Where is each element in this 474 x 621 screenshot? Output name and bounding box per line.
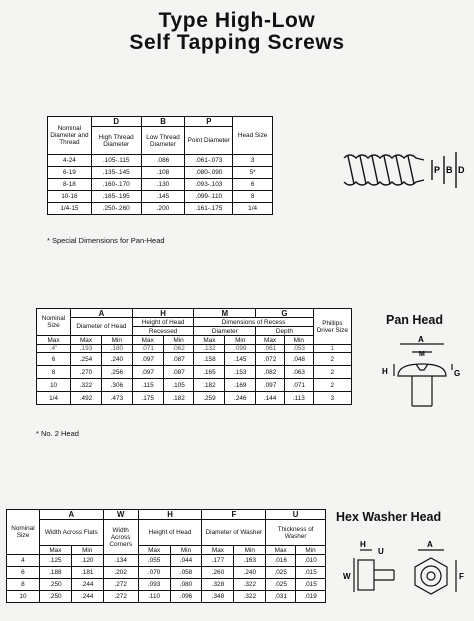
cell: 4-24 bbox=[48, 155, 92, 167]
cell: .259 bbox=[194, 392, 225, 405]
cell: .328 bbox=[202, 579, 234, 591]
cell: 2 bbox=[313, 366, 351, 379]
cell: .130 bbox=[141, 179, 185, 191]
thread-diagram bbox=[340, 138, 470, 198]
cell: 10-16 bbox=[48, 191, 92, 203]
cell: .010 bbox=[296, 555, 326, 567]
cell: .272 bbox=[103, 591, 138, 603]
cell: .473 bbox=[101, 392, 132, 405]
col-max: Max bbox=[39, 546, 71, 555]
cell: .115 bbox=[132, 379, 163, 392]
table-row bbox=[37, 353, 352, 366]
col-p-letter: P bbox=[185, 117, 233, 127]
cell: .348 bbox=[202, 591, 234, 603]
table-row bbox=[37, 392, 352, 405]
cell: .080 bbox=[170, 579, 202, 591]
cell: .053 bbox=[284, 345, 313, 353]
cell: .058 bbox=[170, 567, 202, 579]
cell: .246 bbox=[225, 392, 256, 405]
hex-h-label: H bbox=[360, 540, 366, 549]
thread-b-label: B bbox=[446, 165, 453, 175]
cell: 2 bbox=[313, 379, 351, 392]
col-a-letter: A bbox=[71, 309, 133, 318]
pan-head-footnote: * No. 2 Head bbox=[36, 429, 79, 438]
cell: 5* bbox=[233, 167, 273, 179]
table1-footnote: * Special Dimensions for Pan-Head bbox=[47, 236, 165, 245]
cell: .099 bbox=[225, 345, 256, 353]
cell: .322 bbox=[71, 379, 102, 392]
col-min: Min bbox=[234, 546, 266, 555]
cell: .025 bbox=[266, 567, 296, 579]
cell: .087 bbox=[163, 353, 194, 366]
col-thickness-of-washer: Thickness of Washer bbox=[266, 520, 326, 546]
col-min: Min bbox=[163, 336, 194, 345]
cell: .153 bbox=[225, 366, 256, 379]
col-min: Min bbox=[170, 546, 202, 555]
page-title-line1: Type High-Low bbox=[158, 9, 316, 32]
hex-u-label: U bbox=[378, 547, 384, 556]
cell: 1/4 bbox=[37, 392, 71, 405]
cell: .260 bbox=[202, 567, 234, 579]
cell: .061-.073 bbox=[185, 155, 233, 167]
cell: .086 bbox=[141, 155, 185, 167]
thread-dimensions-table bbox=[47, 116, 273, 215]
cell: .071 bbox=[284, 379, 313, 392]
pan-head-diagram bbox=[374, 334, 470, 414]
col-max: Max bbox=[132, 336, 163, 345]
cell: .108 bbox=[141, 167, 185, 179]
cell: .019 bbox=[296, 591, 326, 603]
col-recess-diameter: Diameter bbox=[194, 327, 256, 336]
col-a-letter: A bbox=[39, 510, 103, 520]
col-height-of-head: Height of Head bbox=[138, 520, 202, 546]
cell: .082 bbox=[256, 366, 285, 379]
col-max: Max bbox=[256, 336, 285, 345]
col-max: Max bbox=[138, 546, 170, 555]
cell: .080-.090 bbox=[185, 167, 233, 179]
cell: .125 bbox=[39, 555, 71, 567]
cell: .097 bbox=[256, 379, 285, 392]
col-high-thread-diameter: High Thread Diameter bbox=[91, 127, 141, 155]
col-phillips-driver-size: Phillips Driver Size bbox=[313, 309, 351, 345]
cell: 6-19 bbox=[48, 167, 92, 179]
cell: .322 bbox=[234, 591, 266, 603]
cell: .250-.260 bbox=[91, 203, 141, 215]
cell: .110 bbox=[138, 591, 170, 603]
cell: .063 bbox=[284, 366, 313, 379]
cell: .145 bbox=[225, 353, 256, 366]
col-max: Max bbox=[194, 336, 225, 345]
table-row bbox=[37, 366, 352, 379]
cell: .175 bbox=[132, 392, 163, 405]
cell: .015 bbox=[296, 567, 326, 579]
col-min: Min bbox=[225, 336, 256, 345]
cell: .492 bbox=[71, 392, 102, 405]
col-width-across-corners: Width Across Corners bbox=[103, 520, 138, 555]
cell: .120 bbox=[71, 555, 103, 567]
cell: 2 bbox=[313, 353, 351, 366]
cell: .087 bbox=[163, 366, 194, 379]
col-w-letter: W bbox=[103, 510, 138, 520]
cell: .016 bbox=[266, 555, 296, 567]
cell: .097 bbox=[132, 366, 163, 379]
cell: .132 bbox=[194, 345, 225, 353]
pan-head-label: Pan Head bbox=[386, 313, 443, 327]
page-title-line2: Self Tapping Screws bbox=[129, 31, 345, 54]
cell: .144 bbox=[256, 392, 285, 405]
pan-a-label: A bbox=[418, 335, 424, 344]
col-b-letter: B bbox=[141, 117, 185, 127]
cell: .322 bbox=[234, 579, 266, 591]
cell: 3 bbox=[313, 392, 351, 405]
hex-f-label: F bbox=[459, 572, 464, 581]
cell: .097 bbox=[132, 353, 163, 366]
col-max: Max bbox=[37, 336, 71, 345]
col-diameter-of-washer: Diameter of Washer bbox=[202, 520, 266, 546]
cell: 1 bbox=[313, 345, 351, 353]
cell: .182 bbox=[194, 379, 225, 392]
table-row bbox=[48, 203, 273, 215]
cell: .169 bbox=[225, 379, 256, 392]
col-min: Min bbox=[284, 336, 313, 345]
cell: .181 bbox=[71, 567, 103, 579]
col-h-letter: H bbox=[138, 510, 202, 520]
cell: .180 bbox=[101, 345, 132, 353]
col-max: Max bbox=[71, 336, 102, 345]
cell: 8 bbox=[233, 191, 273, 203]
cell: .025 bbox=[266, 579, 296, 591]
pan-g-label: G bbox=[454, 369, 461, 378]
cell: 8 bbox=[37, 366, 71, 379]
table-row bbox=[7, 555, 326, 567]
hex-w-label: W bbox=[343, 572, 351, 581]
hex-washer-head-table bbox=[6, 509, 326, 603]
col-nominal-diameter: Nominal Diameter and Thread bbox=[48, 117, 92, 155]
cell: .200 bbox=[141, 203, 185, 215]
cell: .4" bbox=[37, 345, 71, 353]
col-min: Min bbox=[101, 336, 132, 345]
cell: .015 bbox=[296, 579, 326, 591]
cell: .105-.115 bbox=[91, 155, 141, 167]
cell: 6 bbox=[233, 179, 273, 191]
col-point-diameter: Point Diameter bbox=[185, 127, 233, 155]
cell: .163 bbox=[234, 555, 266, 567]
col-recessed: Recessed bbox=[132, 327, 194, 336]
col-f-letter: F bbox=[202, 510, 266, 520]
cell: .072 bbox=[256, 353, 285, 366]
col-nominal-size: Nominal Size bbox=[37, 309, 71, 336]
thread-p-label: P bbox=[434, 165, 441, 175]
pan-m-label: M bbox=[419, 351, 425, 358]
cell: .158 bbox=[194, 353, 225, 366]
cell: .061 bbox=[256, 345, 285, 353]
table-row bbox=[7, 579, 326, 591]
cell: .165 bbox=[194, 366, 225, 379]
cell: 10 bbox=[7, 591, 40, 603]
cell: .240 bbox=[234, 567, 266, 579]
pan-head-table bbox=[36, 308, 352, 405]
cell: .254 bbox=[71, 353, 102, 366]
col-head-size: Head Size bbox=[233, 117, 273, 155]
cell: .250 bbox=[39, 579, 71, 591]
table-row bbox=[7, 591, 326, 603]
table-row bbox=[48, 179, 273, 191]
col-nominal-size: Nominal Size bbox=[7, 510, 40, 555]
cell: 8 bbox=[7, 579, 40, 591]
cell: .160-.170 bbox=[91, 179, 141, 191]
cell: .256 bbox=[101, 366, 132, 379]
cell: .048 bbox=[284, 353, 313, 366]
cell: .055 bbox=[138, 555, 170, 567]
col-h-letter: H bbox=[132, 309, 194, 318]
cell: .193 bbox=[71, 345, 102, 353]
cell: .270 bbox=[71, 366, 102, 379]
cell: .093-.103 bbox=[185, 179, 233, 191]
table-row bbox=[37, 345, 352, 353]
table-row bbox=[48, 191, 273, 203]
cell: 3 bbox=[233, 155, 273, 167]
cell: .161-.175 bbox=[185, 203, 233, 215]
cell: .105 bbox=[163, 379, 194, 392]
cell: .177 bbox=[202, 555, 234, 567]
cell: .031 bbox=[266, 591, 296, 603]
col-max: Max bbox=[202, 546, 234, 555]
cell: .240 bbox=[101, 353, 132, 366]
cell: .093 bbox=[138, 579, 170, 591]
table-row bbox=[48, 155, 273, 167]
hex-a-label: A bbox=[427, 540, 433, 549]
col-u-letter: U bbox=[266, 510, 326, 520]
col-m-letter: M bbox=[194, 309, 256, 318]
table-row bbox=[48, 167, 273, 179]
cell: .250 bbox=[39, 591, 71, 603]
hex-washer-head-diagram bbox=[340, 538, 470, 618]
cell: 4 bbox=[7, 555, 40, 567]
cell: 8-18 bbox=[48, 179, 92, 191]
col-min: Min bbox=[296, 546, 326, 555]
pan-h-label: H bbox=[382, 367, 388, 376]
col-recess-depth: Depth bbox=[256, 327, 313, 336]
cell: 6 bbox=[7, 567, 40, 579]
table-row bbox=[37, 379, 352, 392]
col-min: Min bbox=[71, 546, 103, 555]
cell: .202 bbox=[103, 567, 138, 579]
cell: .134 bbox=[103, 555, 138, 567]
col-g-letter: G bbox=[256, 309, 313, 318]
cell: 1/4-15 bbox=[48, 203, 92, 215]
col-height-of-head: Height of Head bbox=[132, 318, 194, 327]
col-width-across-flats: Width Across Flats bbox=[39, 520, 103, 546]
cell: .306 bbox=[101, 379, 132, 392]
table-row bbox=[7, 567, 326, 579]
cell: 1/4 bbox=[233, 203, 273, 215]
cell: .244 bbox=[71, 579, 103, 591]
cell: .185-.195 bbox=[91, 191, 141, 203]
col-low-thread-diameter: Low Thread Diameter bbox=[141, 127, 185, 155]
cell: .099-.110 bbox=[185, 191, 233, 203]
cell: .113 bbox=[284, 392, 313, 405]
cell: .145 bbox=[141, 191, 185, 203]
col-diameter-of-head: Diameter of Head bbox=[71, 318, 133, 336]
cell: .062 bbox=[163, 345, 194, 353]
hex-washer-head-label: Hex Washer Head bbox=[336, 510, 442, 524]
cell: .135-.145 bbox=[91, 167, 141, 179]
cell: .188 bbox=[39, 567, 71, 579]
cell: .096 bbox=[170, 591, 202, 603]
col-dimensions-of-recess: Dimensions of Recess bbox=[194, 318, 313, 327]
thread-d-label: D bbox=[458, 165, 465, 175]
cell: 10 bbox=[37, 379, 71, 392]
cell: .071 bbox=[132, 345, 163, 353]
col-d-letter: D bbox=[91, 117, 141, 127]
col-max: Max bbox=[266, 546, 296, 555]
cell: .272 bbox=[103, 579, 138, 591]
cell: .044 bbox=[170, 555, 202, 567]
cell: .070 bbox=[138, 567, 170, 579]
cell: .182 bbox=[163, 392, 194, 405]
cell: 6 bbox=[37, 353, 71, 366]
cell: .244 bbox=[71, 591, 103, 603]
